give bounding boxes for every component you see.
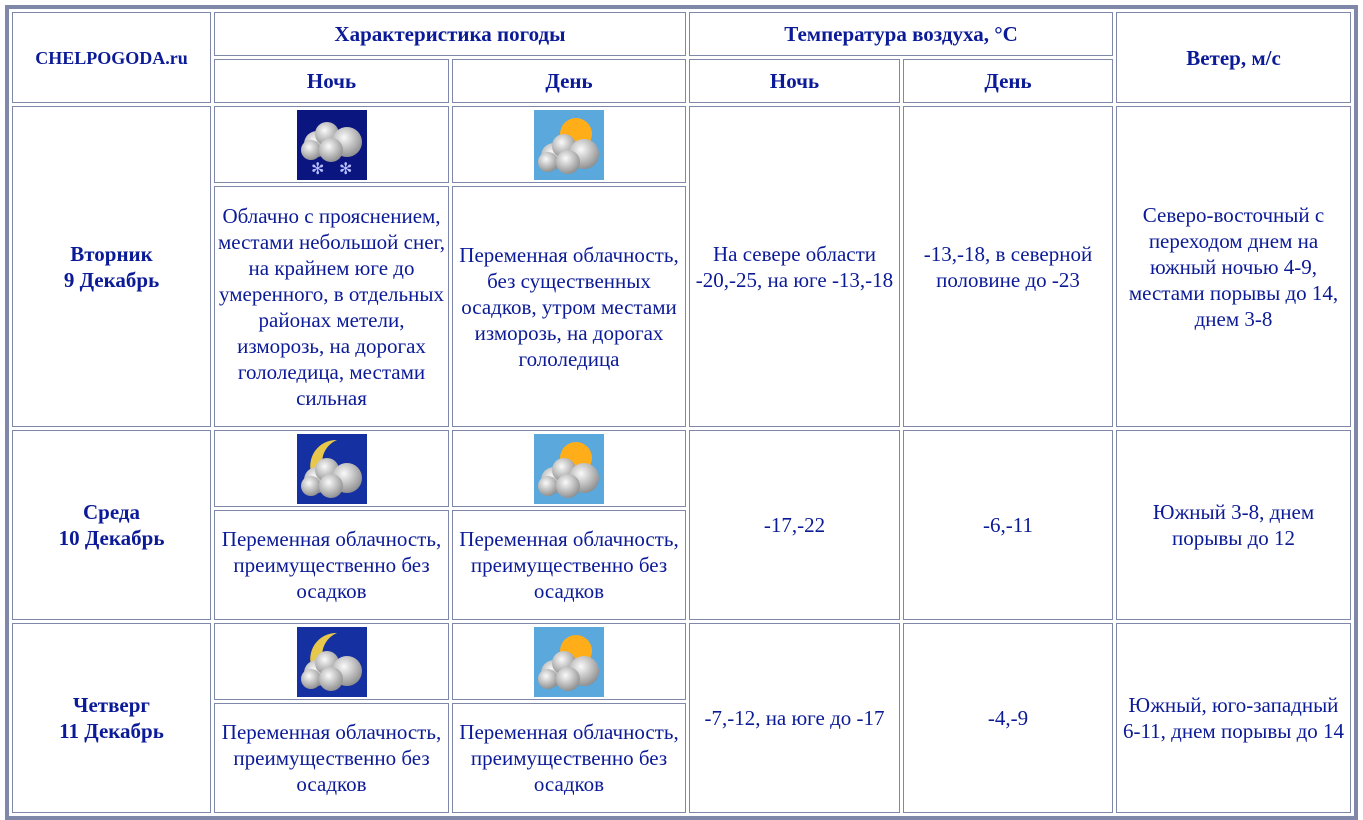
date: 9 Декабрь <box>63 267 160 292</box>
weekday: Четверг <box>73 693 150 717</box>
night-icon-cell <box>214 106 449 183</box>
date-cell <box>12 623 211 813</box>
day-desc: Переменная облачность, преимущественно без осадков <box>452 703 686 813</box>
night-desc: Переменная облачность, преимущественно без осадков <box>214 510 449 620</box>
day-header: День <box>452 59 686 103</box>
date: 11 Декабрь <box>59 719 164 743</box>
night-icon-cell <box>214 430 449 507</box>
temp-day: -4,-9 <box>903 623 1113 813</box>
partly-cloudy-night-icon <box>297 434 367 504</box>
partly-cloudy-day-icon <box>534 434 604 504</box>
temp-night: -7,-12, на юге до -17 <box>689 623 900 813</box>
temp-night-header: Ночь <box>689 59 900 103</box>
temp-night: -17,-22 <box>689 430 900 620</box>
night-header: Ночь <box>214 59 449 103</box>
day-icon-cell <box>452 106 686 183</box>
brand-header: CHELPOGODA.ru <box>12 12 211 103</box>
weather-char-header: Характеристика погоды <box>214 12 686 56</box>
night-icon-cell <box>214 623 449 700</box>
temp-day: -6,-11 <box>903 430 1113 620</box>
partly-cloudy-day-icon <box>534 627 604 697</box>
temp-day: -13,-18, в северной половине до -23 <box>903 106 1113 427</box>
day-desc: Переменная облачность, без существенных осадков, утром местами изморозь, на дорогах гололедица <box>452 186 686 427</box>
cloudy-snow-night-icon <box>297 110 367 180</box>
night-desc: Переменная облачность, преимущественно без осадков <box>214 703 449 813</box>
day-icon-cell <box>452 623 686 700</box>
date: 10 Декабрь <box>58 526 165 550</box>
wind: Южный 3-8, днем порывы до 12 <box>1116 430 1351 620</box>
wind: Северо-восточный с переходом днем на южный ночью 4-9, местами порывы до 14, днем 3-8 <box>1116 106 1351 427</box>
wind-header: Ветер, м/с <box>1116 12 1351 103</box>
day-desc: Переменная облачность, преимущественно без осадков <box>452 510 686 620</box>
partly-cloudy-night-icon <box>297 627 367 697</box>
date-cell <box>12 106 211 427</box>
weekday: Вторник <box>70 241 153 266</box>
partly-cloudy-day-icon <box>534 110 604 180</box>
temp-day-header: День <box>903 59 1113 103</box>
forecast-table <box>5 5 1358 820</box>
weekday: Среда <box>82 500 140 524</box>
temp-night: На севере области -20,-25, на юге -13,-18 <box>689 106 900 427</box>
night-desc: Облачно с прояснением, местами небольшой снег, на крайнем юге до умеренного, в отдельных районах метели, изморозь, на дорогах гололедица, местами сильная <box>214 186 449 427</box>
date-cell <box>12 430 211 620</box>
wind: Южный, юго-западный 6-11, днем порывы до 14 <box>1116 623 1351 813</box>
day-icon-cell <box>452 430 686 507</box>
air-temp-header: Температура воздуха, °C <box>689 12 1113 56</box>
